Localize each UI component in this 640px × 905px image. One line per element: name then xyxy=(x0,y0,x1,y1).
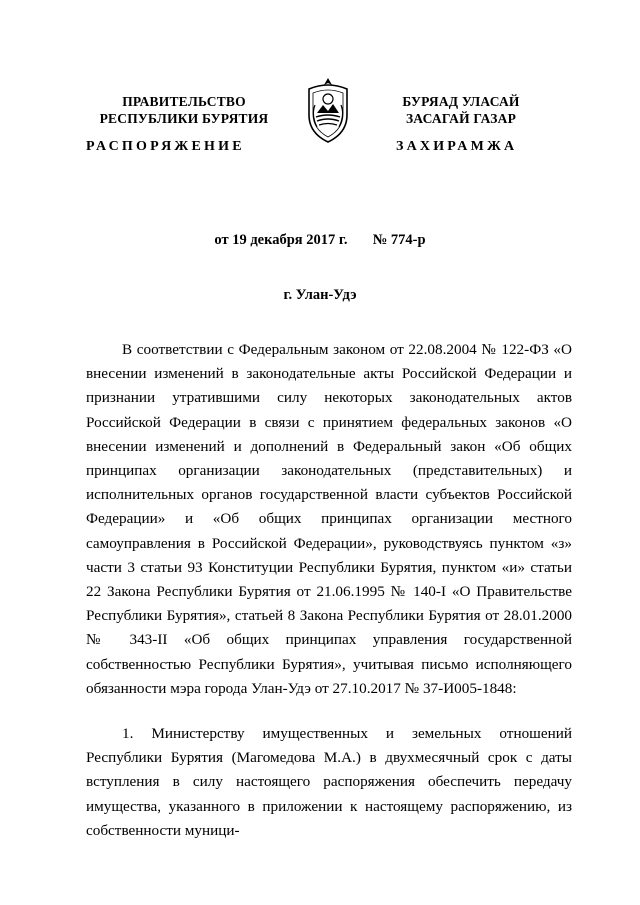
coat-of-arms-buryatia-icon xyxy=(303,75,353,145)
preamble-paragraph: В соответствии с Федеральным законом от 22.08.2004 № 122-ФЗ «О внесении изменений в законодательные акты Российской Федерации и признании утратившими силу некоторых законодательных актов Российской Федерации в связи с принятием федеральных законов «О внесении изменений и дополнений в Федеральный закон «Об общих принципах организации законодательных (представительных) и исполнительных органов государственной власти субъектов Российской Федерации» и «Об общих принципах организации местного самоуправления в Российской Федерации», руководствуясь пунктом «з» части 3 статьи 93 Конституции Республики Бурятия, пунктом «и» статьи 22 Закона Республики Бурятия от 21.06.1995 № 140-I «О Правительстве Республики Бурятия», статьей 8 Закона Республики Бурятия от 28.01.2000 № 343-II «Об общих принципах управления государственной собственностью Республики Бурятия», учитывая письмо исполняющего обязанности мэра города Улан-Удэ от 27.10.2017 № 37-И005-1848: xyxy=(86,341,572,697)
document-city: г. Улан-Удэ xyxy=(283,287,357,303)
issuer-line-1-buryat: БУРЯАД УЛАСАЙ xyxy=(402,94,520,109)
issuer-line-1: ПРАВИТЕЛЬСТВО xyxy=(122,94,246,109)
document-date: от 19 декабря 2017 г. xyxy=(214,232,348,248)
issuer-line-2: РЕСПУБЛИКИ БУРЯТИЯ xyxy=(99,111,269,126)
document-type-buryat: ЗАХИРАМЖА xyxy=(396,139,518,154)
document-type-russian: РАСПОРЯЖЕНИЕ xyxy=(86,139,245,154)
clause-1-paragraph: 1. Министерству имущественных и земельных отношений Республики Бурятия (Магомедова М.А.) в двухмесячный срок с даты вступления в силу настоящего распоряжения обеспечить передачу имущества, указанного в приложении к настоящему распоряжению, из собственности муници- xyxy=(86,725,572,839)
document-number: № 774-р xyxy=(372,232,426,248)
issuer-name-russian xyxy=(84,93,284,127)
document-date-line xyxy=(0,232,640,249)
issuer-line-2-buryat: ЗАСАГАЙ ГАЗАР xyxy=(405,111,517,126)
issuer-name-buryat xyxy=(376,93,546,127)
